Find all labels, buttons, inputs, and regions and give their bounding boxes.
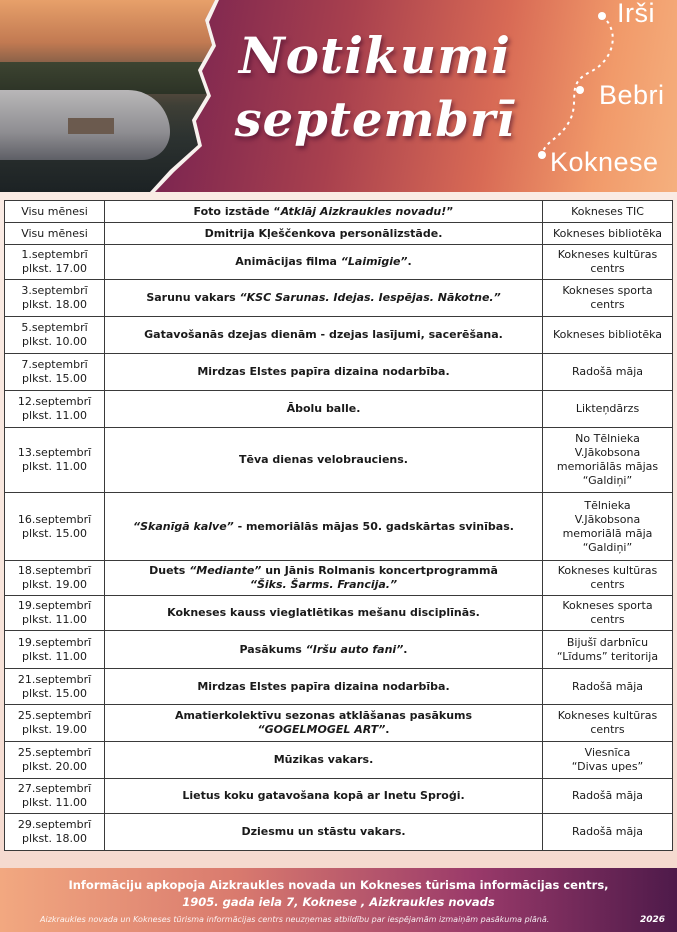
event-title-line (108, 564, 539, 578)
event-location-line: Radošā māja (571, 789, 644, 802)
event-location-line: Radošā māja (571, 679, 644, 693)
event-row (5, 779, 673, 814)
event-date-line: 12.septembrī (17, 395, 92, 408)
event-location-line: centrs (590, 298, 625, 311)
event-title (105, 317, 543, 354)
event-title-italic: “Iršu auto fani” (305, 642, 404, 656)
event-row (5, 317, 673, 354)
event-location-line: centrs (590, 723, 625, 736)
event-title-text: Mūzikas vakars. (273, 753, 374, 766)
event-title-text: Animācijas filma (235, 255, 341, 268)
event-title-italic: “Skanīgā kalve” (133, 519, 234, 533)
event-title (105, 391, 543, 428)
event-title-line (108, 365, 539, 379)
event-title (105, 779, 543, 814)
event-date (5, 561, 105, 596)
event-date (5, 705, 105, 742)
event-location-line: “Galdiņi” (582, 474, 633, 487)
event-row (5, 280, 673, 317)
event-title (105, 561, 543, 596)
event-date (5, 742, 105, 779)
event-date (5, 354, 105, 391)
event-location-line: “Galdiņi” (582, 540, 633, 554)
header-banner (0, 0, 677, 192)
event-location-line: Kokneses TIC (571, 204, 644, 218)
event-date-line: plkst. 18.00 (22, 298, 87, 311)
event-location (543, 631, 673, 669)
event-location-line: Viesnīca (584, 746, 631, 759)
event-row (5, 391, 673, 428)
event-title-line (108, 255, 539, 269)
event-row (5, 223, 673, 245)
event-title (105, 814, 543, 851)
event-row (5, 669, 673, 705)
event-title-italic: “Šiks. Šarms. Francija.” (249, 578, 398, 591)
event-title-text: Ābolu balle. (286, 402, 361, 415)
event-title-text: Pasākums (239, 642, 306, 656)
event-title-line (108, 680, 539, 694)
event-title-line (108, 578, 539, 592)
event-title-text: Dziesmu un stāstu vakars. (241, 825, 406, 838)
event-date (5, 201, 105, 223)
event-title-text: Tēva dienas velobrauciens. (239, 453, 408, 466)
event-title (105, 493, 543, 561)
event-title-text: Foto izstāde “ (193, 204, 281, 218)
event-date-line: plkst. 11.00 (22, 460, 87, 473)
footer (0, 868, 677, 932)
event-location-line: Bijušī darbnīcu (566, 635, 649, 649)
event-date-line: plkst. 15.00 (22, 372, 87, 385)
event-title (105, 705, 543, 742)
event-location-line: Kokneses bibliotēka (552, 328, 663, 341)
event-location (543, 317, 673, 354)
event-row (5, 596, 673, 631)
event-date-line: 18.septembrī (17, 564, 92, 577)
event-date-line: 27.septembrī (17, 782, 92, 795)
event-title-line (108, 453, 539, 467)
event-location-line: “Līdums” teritorija (556, 649, 659, 663)
event-date (5, 814, 105, 851)
event-location-line: centrs (590, 578, 625, 591)
event-title-line (108, 723, 539, 737)
event-date-line: plkst. 20.00 (22, 760, 87, 773)
event-title-line (108, 789, 539, 803)
event-location (543, 428, 673, 493)
event-location (543, 814, 673, 851)
event-title-text: un Jānis Rolmanis koncertprogrammā (261, 564, 498, 577)
event-title (105, 669, 543, 705)
event-title-text: Amatierkolektīvu sezonas atklāšanas pasākums (174, 709, 473, 722)
event-title-italic: “KSC Sarunas. Idejas. Iespējas. Nākotne.” (239, 291, 501, 304)
place-bebri: Bebri (599, 80, 665, 110)
event-title-line (108, 825, 539, 839)
event-location-line: Kokneses kultūras (557, 248, 658, 261)
footer-year: 2026 (640, 915, 666, 925)
event-title (105, 428, 543, 493)
route-dot-icon (598, 12, 606, 20)
footer-credit: Informāciju apkopoja Aizkraukles novada un Kokneses tūrisma informācijas centrs, (68, 878, 609, 892)
event-title-italic: “Mediante” (189, 564, 262, 577)
event-row (5, 428, 673, 493)
event-location-line: Tēlnieka (584, 498, 631, 512)
events-table-body (5, 201, 673, 851)
event-title-text: ” (446, 204, 454, 218)
event-date (5, 317, 105, 354)
event-date-line: plkst. 19.00 (22, 723, 87, 736)
event-location-line: V.Jākobsona (574, 512, 641, 526)
event-row (5, 561, 673, 596)
event-title (105, 201, 543, 223)
route-dot-icon (538, 151, 546, 159)
event-date-line: plkst. 18.00 (22, 832, 87, 845)
event-location-line: No Tēlnieka (575, 432, 640, 445)
place-irsi: Irši (617, 0, 655, 28)
event-title-italic: “GOGELMOGEL ART” (257, 723, 386, 736)
event-date-line: 16.septembrī (17, 512, 92, 526)
event-location (543, 391, 673, 428)
event-title (105, 354, 543, 391)
event-row (5, 631, 673, 669)
event-date-line: plkst. 15.00 (22, 686, 87, 700)
event-date-line: plkst. 10.00 (22, 335, 87, 348)
event-title-text: Dmitrija Kļeščenkova personālizstāde. (204, 226, 443, 240)
event-row (5, 705, 673, 742)
event-date-line: 13.septembrī (17, 446, 92, 459)
event-title (105, 631, 543, 669)
event-title-text: - memoriālās mājas 50. gadskārtas svinības. (233, 519, 514, 533)
event-title-text: Mirdzas Elstes papīra dizaina nodarbība. (197, 365, 450, 378)
event-date (5, 223, 105, 245)
event-title-line (108, 402, 539, 416)
event-date-line: 21.septembrī (17, 672, 92, 686)
event-date-line: 25.septembrī (17, 746, 92, 759)
event-location (543, 354, 673, 391)
event-location (543, 561, 673, 596)
event-date-line: 5.septembrī (21, 321, 88, 334)
event-title-line (108, 205, 539, 219)
event-title-line (108, 227, 539, 241)
event-location-line: memoriālā māja (562, 526, 653, 540)
event-date-line: Visu mēnesi (21, 204, 88, 218)
event-title (105, 742, 543, 779)
event-title (105, 245, 543, 280)
event-date-line: plkst. 11.00 (22, 409, 87, 422)
event-row (5, 742, 673, 779)
event-date-line: Visu mēnesi (21, 226, 88, 240)
event-title-text: Gatavošanās dzejas dienām - dzejas lasījumi, sacerēšana. (144, 328, 503, 341)
event-location-line: V.Jākobsona (574, 446, 641, 459)
event-row (5, 245, 673, 280)
event-title-line (108, 520, 539, 534)
event-date-line: plkst. 19.00 (22, 578, 87, 591)
footer-address: 1905. gada iela 7, Koknese , Aizkraukles novads (182, 895, 495, 909)
event-location (543, 280, 673, 317)
event-date-line: plkst. 11.00 (22, 649, 87, 663)
event-date-line: plkst. 15.00 (22, 526, 87, 540)
event-date (5, 245, 105, 280)
event-date (5, 391, 105, 428)
event-location-line: Kokneses kultūras (557, 564, 658, 577)
event-row (5, 354, 673, 391)
event-title-text: . (407, 255, 412, 268)
event-title-line (108, 709, 539, 723)
event-title-line (108, 643, 539, 657)
event-location (543, 493, 673, 561)
event-title (105, 280, 543, 317)
event-location-line: Kokneses sporta (562, 599, 653, 612)
event-title-line (108, 753, 539, 767)
photo-castle-ruins (68, 118, 114, 134)
event-title-text: . (403, 642, 408, 656)
event-title-italic: Atklāj Aizkraukles novadu! (280, 204, 447, 218)
event-date (5, 493, 105, 561)
title-line-1: Notikumi (238, 26, 512, 85)
event-title (105, 596, 543, 631)
event-location (543, 245, 673, 280)
event-date-line: 7.septembrī (21, 358, 88, 371)
event-date (5, 280, 105, 317)
event-location (543, 223, 673, 245)
event-title-line (108, 328, 539, 342)
event-title-text: Kokneses kauss vieglatlētikas mešanu disciplīnās. (167, 606, 480, 619)
event-date (5, 428, 105, 493)
event-location-line: Radošā māja (571, 365, 644, 378)
route-dot-icon (576, 86, 584, 94)
event-location-line: centrs (590, 613, 625, 626)
event-title-text: Sarunu vakars (146, 291, 240, 304)
event-location-line: Kokneses kultūras (557, 709, 658, 722)
event-date (5, 779, 105, 814)
event-date-line: 1.septembrī (21, 248, 88, 261)
event-location-line: centrs (590, 262, 625, 275)
event-location-line: Likteņdārzs (575, 402, 640, 415)
event-title-text: Duets (149, 564, 190, 577)
event-row (5, 201, 673, 223)
event-row (5, 493, 673, 561)
event-date-line: 25.septembrī (17, 709, 92, 722)
event-location (543, 669, 673, 705)
event-location (543, 779, 673, 814)
events-table (4, 200, 673, 851)
event-row (5, 814, 673, 851)
event-date-line: 3.septembrī (21, 284, 88, 297)
event-title-text: . (385, 723, 390, 736)
event-title-italic: “Laimīgie” (340, 255, 408, 268)
event-title-text: Lietus koku gatavošana kopā ar Inetu Sproģi. (182, 789, 465, 802)
event-title-line (108, 606, 539, 620)
event-date (5, 669, 105, 705)
title-line-2: septembrī (234, 92, 516, 148)
event-location-line: Radošā māja (571, 825, 644, 838)
event-date-line: 29.septembrī (17, 818, 92, 831)
event-title-text: Mirdzas Elstes papīra dizaina nodarbība. (197, 679, 450, 693)
event-date (5, 596, 105, 631)
event-location (543, 705, 673, 742)
place-koknese: Koknese (550, 147, 659, 177)
event-location (543, 596, 673, 631)
event-location (543, 742, 673, 779)
event-date-line: plkst. 11.00 (22, 796, 87, 809)
event-location-line: Kokneses sporta (562, 284, 653, 297)
event-location-line: memoriālās mājas (556, 460, 659, 473)
event-title-line (108, 291, 539, 305)
event-date (5, 631, 105, 669)
event-date-line: 19.septembrī (17, 635, 92, 649)
event-location-line: Kokneses bibliotēka (552, 226, 663, 240)
footer-disclaimer: Aizkraukles novada un Kokneses tūrisma informācijas centrs neuzņemas atbildību par iespējamām izmaiņām pasākuma plānā. (40, 915, 550, 924)
event-location (543, 201, 673, 223)
event-date-line: plkst. 17.00 (22, 262, 87, 275)
event-title (105, 223, 543, 245)
event-date-line: 19.septembrī (17, 599, 92, 612)
event-location-line: “Divas upes” (571, 760, 644, 773)
event-date-line: plkst. 11.00 (22, 613, 87, 626)
header-photo (0, 0, 220, 192)
